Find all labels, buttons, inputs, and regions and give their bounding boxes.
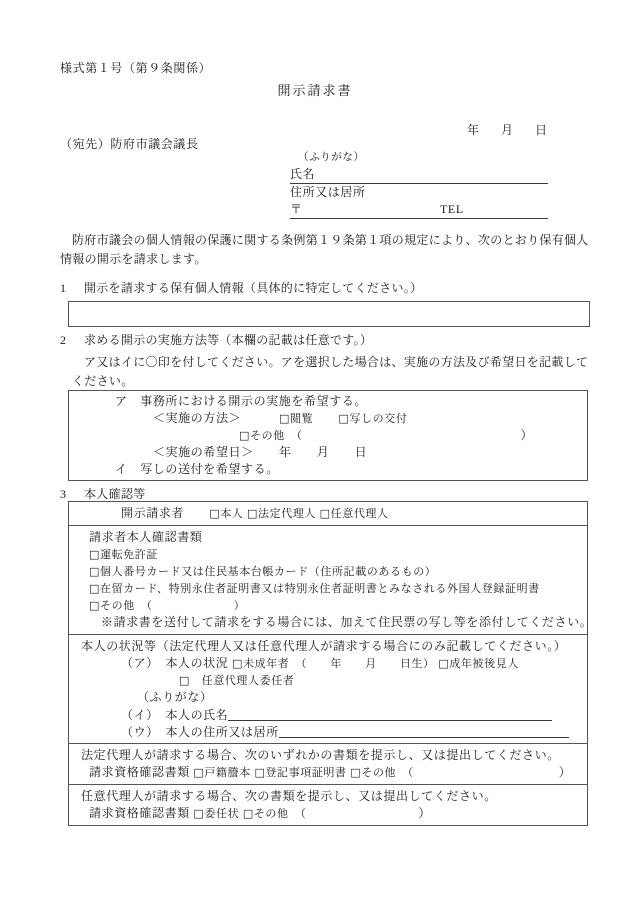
section3-heading bbox=[60, 488, 146, 500]
checkbox-requester-legal-rep[interactable]: □法定代理人 bbox=[247, 507, 317, 520]
legal-rep-instruction: 法定代理人が請求する場合、次のいずれかの書類を提示し、又は提出してください。 bbox=[81, 748, 560, 762]
principal-name-input[interactable] bbox=[228, 706, 552, 721]
legal-rep-other-close-paren: ） bbox=[558, 765, 572, 779]
principal-address-input[interactable] bbox=[279, 723, 569, 738]
checkbox-method-other[interactable]: □その他 （ bbox=[239, 429, 303, 442]
desired-date-label: ＜実施の希望日＞ bbox=[153, 445, 254, 459]
principal-name-label: （イ） 本人の氏名 bbox=[121, 708, 229, 722]
option-b-mail-copy[interactable]: イ 写しの送付を希望する。 bbox=[115, 462, 279, 476]
postal-code-symbol: 〒 bbox=[290, 202, 303, 216]
intro-paragraph: 防府市議会の個人情報の保護に関する条例第１９条第１項の規定により、次のとおり保有個人情報の開示を請求します。 bbox=[60, 233, 589, 266]
section2-note: ア又はイに〇印を付してください。アを選択した場合は、実施の方法及び希望日を記載してください。 bbox=[72, 355, 589, 388]
section1-heading bbox=[60, 282, 422, 294]
method-label: ＜実施の方法＞ bbox=[153, 411, 242, 425]
date-month-label: 月 bbox=[501, 123, 514, 137]
voluntary-rep-doc-label: 請求資格確認書類 bbox=[89, 806, 190, 820]
voluntary-rep-instruction: 任意代理人が請求する場合、次の書類を提示し、又は提出してください。 bbox=[81, 789, 497, 803]
principal-status-row bbox=[69, 635, 587, 744]
checkbox-requester-voluntary-rep[interactable]: □任意代理人 bbox=[319, 507, 389, 520]
method-other-row bbox=[69, 427, 587, 444]
checkbox-legal-rep-other[interactable]: □その他 （ bbox=[350, 766, 414, 779]
method-row bbox=[69, 410, 587, 427]
desired-month-label[interactable]: 月 bbox=[316, 445, 330, 459]
checkbox-mynumber-or-juki-card[interactable]: □個人番号カード又は住民基本台帳カード（住所記載のあるもの） bbox=[89, 565, 437, 578]
id-documents-note: ※請求書を送付して請求をする場合には、加えて住民票の写し等を添付してください。 bbox=[101, 615, 593, 629]
desired-year-label[interactable]: 年 bbox=[279, 445, 292, 459]
identification-documents-row bbox=[69, 526, 593, 635]
legal-representative-row bbox=[69, 744, 587, 785]
applicant-furigana-label: （ふりがな） bbox=[298, 152, 365, 163]
voluntary-rep-documents-line bbox=[69, 805, 587, 822]
legal-rep-doc-label: 請求資格確認書類 bbox=[89, 765, 190, 779]
checkbox-id-other[interactable]: □その他 （ ） bbox=[89, 599, 246, 612]
identity-verification-table bbox=[68, 501, 593, 826]
checkbox-inspection[interactable]: □閲覧 bbox=[279, 412, 314, 425]
checkbox-adult-ward[interactable]: □成年被後見人 bbox=[438, 657, 519, 670]
disclosure-method-box bbox=[68, 390, 588, 481]
checkbox-copy-delivery[interactable]: □写しの交付 bbox=[338, 412, 408, 425]
date-year-label: 年 bbox=[467, 123, 480, 137]
principal-furigana-label: （ふりがな） bbox=[137, 690, 213, 704]
requester-type-label: 開示請求者 bbox=[121, 506, 185, 520]
submission-date-line bbox=[455, 112, 547, 148]
section1-number: 1 bbox=[60, 281, 67, 295]
telephone-label: TEL bbox=[440, 202, 464, 216]
checkbox-requester-self[interactable]: □本人 bbox=[209, 507, 244, 520]
applicant-name-field[interactable]: 氏名 bbox=[290, 166, 548, 184]
addressee-label: （宛先）防府市議会議長 bbox=[60, 137, 199, 151]
document-title: 開示請求書 bbox=[277, 83, 353, 98]
desired-date-row bbox=[69, 444, 587, 461]
checkbox-residence-card[interactable]: □在留カード、特別永住者証明書又は特別永住者証明書とみなされる外国人登録証明書 bbox=[89, 582, 540, 595]
section1-heading-text: 開示を請求する保有個人情報（具体的に特定してください。） bbox=[84, 281, 423, 295]
requested-information-input[interactable] bbox=[68, 301, 590, 327]
checkbox-drivers-license[interactable]: □運転免許証 bbox=[89, 548, 158, 561]
legal-rep-documents-line bbox=[69, 764, 587, 781]
principal-status-a-label: （ア） 本人の状況 bbox=[121, 656, 229, 670]
applicant-block bbox=[290, 150, 548, 219]
principal-address-line bbox=[69, 723, 587, 740]
applicant-address-label: 住所又は居所 bbox=[290, 185, 366, 199]
principal-status-title: 本人の状況等（法定代理人又は任意代理人が請求する場合にのみ記載してください。） bbox=[81, 639, 567, 653]
checkbox-voluntary-delegator[interactable]: □ 任意代理人委任者 bbox=[179, 674, 295, 687]
section3-heading-text: 本人確認等 bbox=[84, 487, 146, 501]
checkbox-minor[interactable]: □未成年者 （ 年 月 日生） bbox=[232, 657, 435, 670]
principal-address-label: （ウ） 本人の住所又は居所 bbox=[121, 725, 279, 739]
checkbox-registry-certificate[interactable]: □登記事項証明書 bbox=[254, 766, 347, 779]
requester-type-line bbox=[69, 505, 587, 522]
voluntary-rep-other-close-paren: ） bbox=[418, 806, 431, 820]
principal-name-line bbox=[69, 706, 587, 723]
section2-heading bbox=[60, 334, 372, 346]
desired-day-label[interactable]: 日 bbox=[354, 445, 368, 459]
section2-heading-text: 求める開示の実施方法等（本欄の記載は任意です。） bbox=[84, 333, 373, 347]
method-other-close-paren: ） bbox=[520, 428, 534, 442]
applicant-postal-tel-field[interactable] bbox=[290, 201, 548, 219]
checkbox-family-register[interactable]: □戸籍謄本 bbox=[193, 766, 251, 779]
checkbox-voluntary-rep-other[interactable]: □その他 （ bbox=[242, 807, 307, 820]
option-a-office-disclosure[interactable]: ア 事務所における開示の実施を希望する。 bbox=[115, 394, 368, 408]
id-documents-title: 請求者本人確認書類 bbox=[89, 530, 203, 544]
date-day-label: 日 bbox=[535, 123, 548, 137]
principal-status-line-a bbox=[69, 655, 587, 672]
voluntary-representative-row bbox=[69, 785, 587, 825]
section2-number: 2 bbox=[60, 333, 67, 347]
requester-type-row bbox=[69, 502, 587, 526]
section3-number: 3 bbox=[60, 487, 67, 501]
form-code-label: 様式第１号（第９条関係） bbox=[60, 61, 212, 75]
checkbox-power-of-attorney[interactable]: □委任状 bbox=[193, 807, 240, 820]
